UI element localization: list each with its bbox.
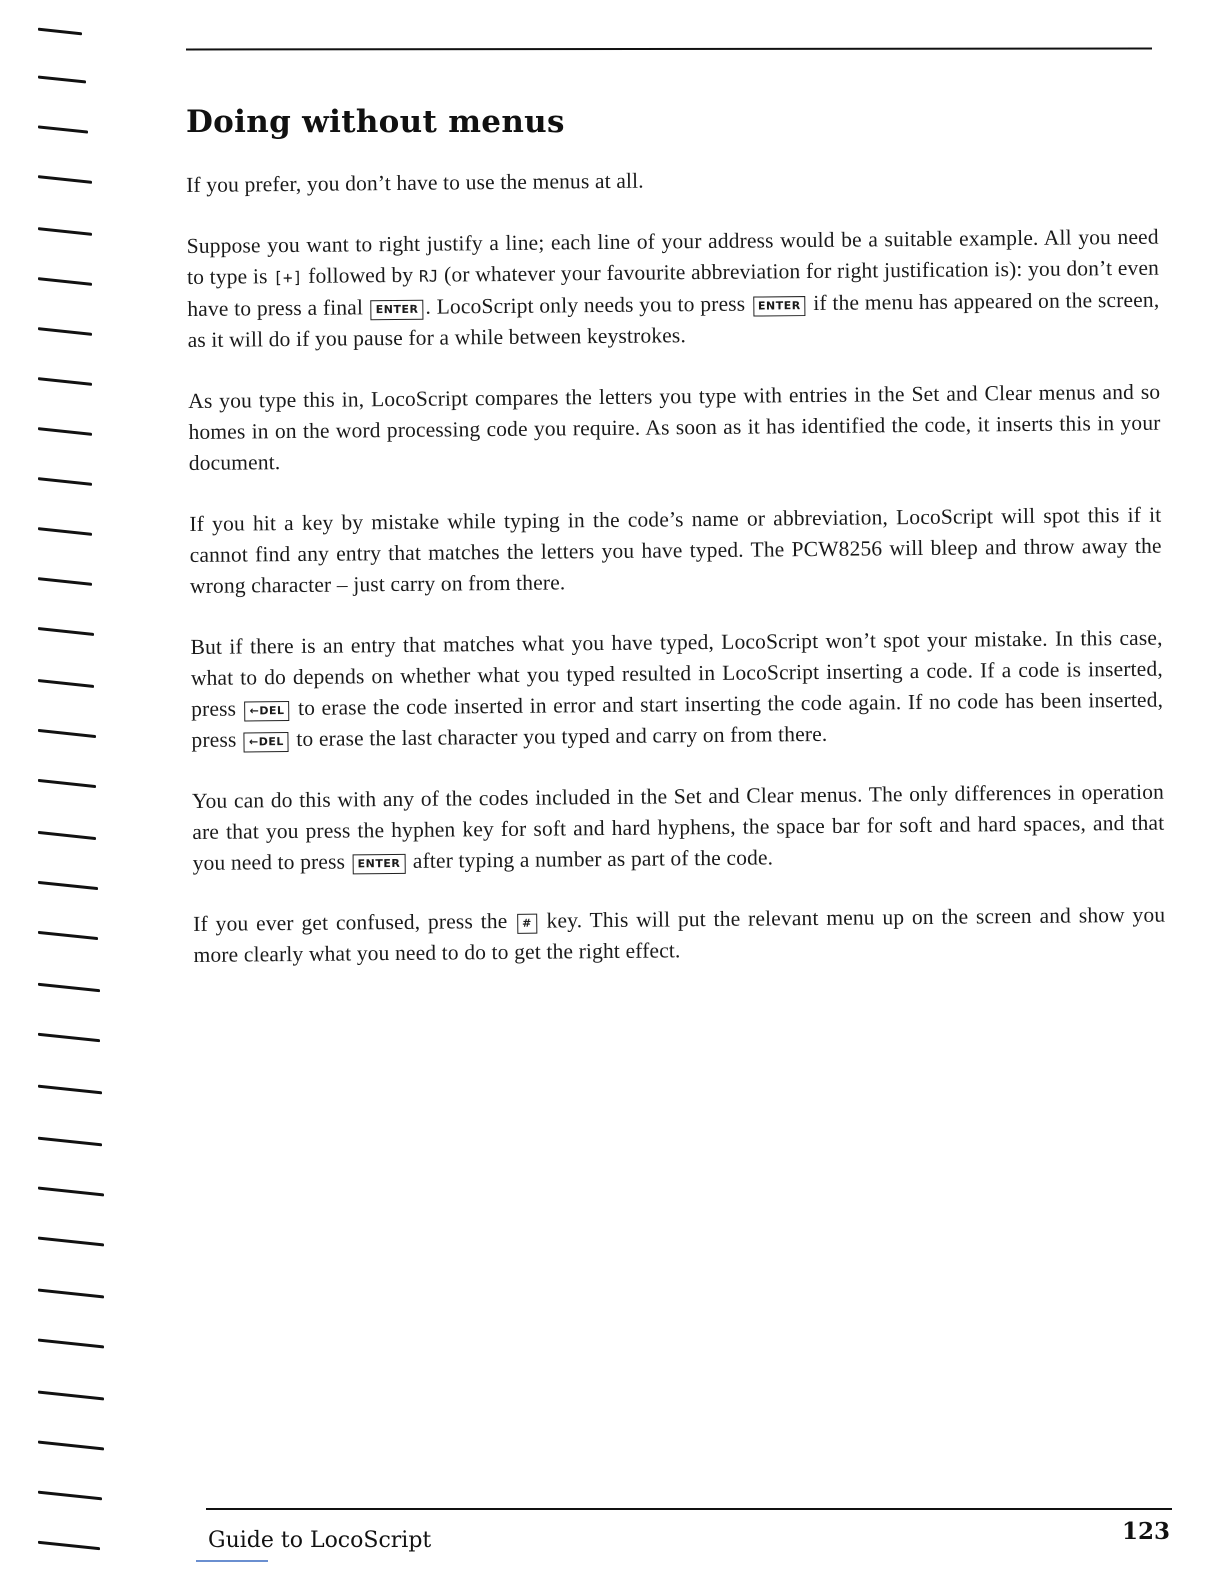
paragraph-2 — [187, 222, 1160, 356]
enter-key-icon: ENTER — [353, 854, 406, 875]
binding-mark — [38, 1033, 100, 1043]
binding-mark — [38, 1441, 104, 1451]
binding-mark — [38, 28, 82, 36]
code-key-icon: # — [517, 914, 537, 934]
text-run: You can do this with any of the codes included in the Set and Clear menus. The only differences in operation are that you press the hyphen key for soft and hard hyphens, the space bar for soft and hard spaces, and that you need to press — [191, 779, 1165, 875]
binding-mark — [38, 1187, 104, 1197]
text-run: (or whatever your favourite abbreviation for right justification is): you don’t even have to press a final — [187, 255, 1160, 321]
paragraph-3: As you type this in, LocoScript compares the letters you type with entries in the Set and Clear menus and so homes in on the word processing code you require. As soon as it has identified the code, it inserts this in your document. — [188, 379, 1161, 475]
binding-mark — [38, 327, 92, 336]
binding-mark — [38, 227, 92, 236]
rj-abbreviation: RJ — [418, 266, 439, 286]
text-run: key. This will put the relevant menu up on the screen and show you more clearly what you need to do to get the right effect. — [193, 902, 1166, 967]
binding-mark — [38, 527, 92, 536]
binding-mark — [38, 779, 96, 788]
text-run: if the menu has appeared on the screen, as it will do if you pause for a while between keystrokes. — [187, 287, 1160, 352]
text-run: after typing a number as part of the code. — [407, 845, 774, 873]
binding-mark — [38, 377, 92, 386]
binding-mark — [38, 679, 94, 688]
del-key-icon: ←DEL — [245, 701, 290, 721]
footer-underline — [196, 1560, 268, 1562]
text-run: If you ever get confused, press the — [193, 908, 516, 936]
binding-mark — [38, 931, 98, 940]
binding-mark — [38, 75, 86, 83]
binding-mark — [38, 1391, 104, 1401]
page-title: Doing without menus — [186, 104, 565, 140]
binding-mark — [38, 983, 100, 993]
footer-rule — [206, 1508, 1172, 1510]
enter-key-icon: ENTER — [753, 296, 806, 317]
text-run: to erase the code inserted in error and start inserting the code again. If no code has been inserted, press — [191, 687, 1164, 752]
binding-mark — [38, 1085, 102, 1095]
body-text — [186, 161, 1166, 971]
text-run: to erase the last character you typed and carry on from there. — [290, 721, 828, 752]
paragraph-5 — [190, 623, 1163, 756]
paragraph-7 — [193, 900, 1166, 971]
footer-title: Guide to LocoScript — [208, 1528, 432, 1553]
binding-mark — [38, 729, 96, 738]
binding-mark — [38, 1289, 104, 1299]
binding-mark — [38, 831, 96, 840]
paragraph-6 — [192, 777, 1165, 879]
binding-mark — [38, 427, 92, 436]
binding-mark — [38, 881, 98, 890]
binding-mark — [38, 627, 94, 636]
binding-mark — [38, 1137, 102, 1147]
binding-mark — [38, 1541, 100, 1551]
binding-mark — [38, 277, 92, 286]
binding-mark — [38, 477, 92, 486]
binding-mark — [38, 175, 92, 184]
text-run: . LocoScript only needs you to press — [425, 291, 752, 319]
binding-mark — [38, 1491, 102, 1501]
del-key-icon: ←DEL — [244, 732, 289, 752]
code-marker: [+] — [273, 267, 303, 288]
page-number: 123 — [1121, 1518, 1170, 1545]
header-rule — [186, 47, 1152, 50]
binding-mark — [38, 1237, 104, 1247]
paragraph-1: If you prefer, you don’t have to use the menus at all. — [186, 168, 644, 197]
binding-mark — [38, 125, 88, 133]
text-run: Suppose you want to right justify a line; each line of your address would be a suitable example. All you need to type is — [186, 224, 1159, 289]
text-run: But if there is an entry that matches what you have typed, LocoScript won’t spot your mistake. In this case, what to do depends on whether what you typed resulted in LocoScript inserting a code. If a code is inserted, press — [190, 625, 1163, 721]
binding-margin-marks — [38, 0, 118, 1584]
text-run: followed by — [302, 262, 420, 288]
paragraph-4: If you hit a key by mistake while typing in the code’s name or abbreviation, LocoScript will spot this if it cannot find any entry that matches the letters you have typed. The PCW8256 will bleep and throw away the wrong character – just carry on from there. — [189, 502, 1162, 598]
enter-key-icon: ENTER — [371, 300, 424, 321]
binding-mark — [38, 577, 92, 586]
binding-mark — [38, 1339, 104, 1349]
